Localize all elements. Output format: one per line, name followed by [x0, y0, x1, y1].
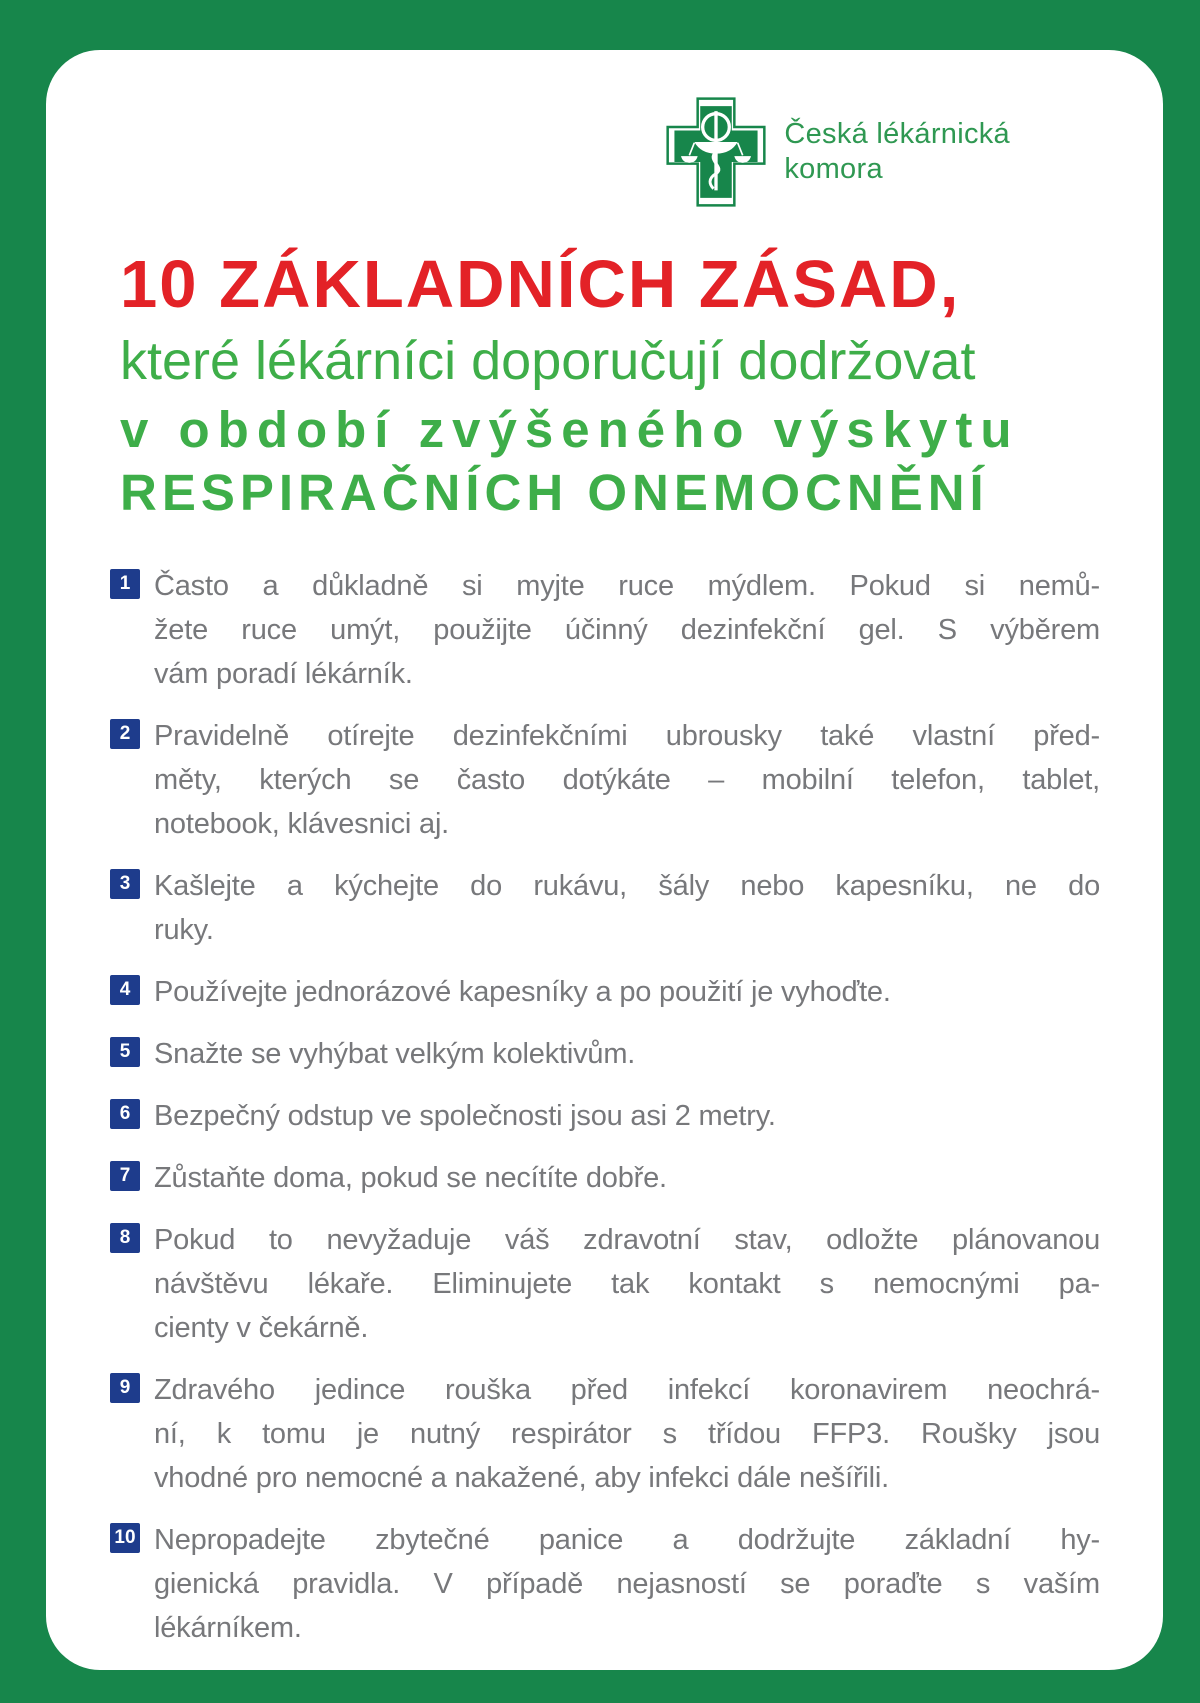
list-item: [110, 970, 1100, 1014]
item-text-line: vhodné pro nemocné a nakažené, aby infekci dále nešířili.: [154, 1462, 890, 1494]
item-text-line: žete ruce umýt, použijte účinný dezinfekční gel. S výběrem: [154, 614, 1100, 646]
item-number-badge: 6: [110, 1099, 140, 1129]
poster-sheet: [46, 50, 1163, 1670]
org-name-line1: Česká lékárnická: [784, 118, 1010, 150]
main-heading: 10 ZÁKLADNÍCH ZÁSAD,: [120, 247, 961, 322]
org-name: [784, 117, 1010, 187]
item-text: [154, 564, 1100, 696]
subtitle-line2: v období zvýšeného výskytu: [120, 401, 1020, 458]
item-text-line: cienty v čekárně.: [154, 1312, 369, 1344]
item-number-badge: 10: [110, 1523, 140, 1553]
list-item: [110, 1218, 1100, 1350]
title-block: [120, 248, 1102, 522]
clk-logo: [666, 96, 1010, 208]
item-text-line: notebook, klávesnici aj.: [154, 808, 450, 840]
subtitle-line1: které lékárníci doporučují dodržovat: [120, 331, 976, 391]
item-text: [154, 1094, 1100, 1138]
list-item: [110, 1156, 1100, 1200]
item-text: [154, 864, 1100, 952]
subtitle-line3: RESPIRAČNÍCH ONEMOCNĚNÍ: [120, 464, 989, 521]
item-number-badge: 7: [110, 1161, 140, 1191]
org-name-line2: komora: [784, 153, 883, 185]
item-text-line: Zdravého jedince rouška před infekcí koronavirem neochrá-: [154, 1374, 1100, 1406]
item-text-line: Zůstaňte doma, pokud se necítíte dobře.: [154, 1162, 667, 1194]
item-text-line: ruky.: [154, 914, 214, 946]
item-text-line: gienická pravidla. V případě nejasností se poraďte s vaším: [154, 1568, 1100, 1600]
item-text-line: Pokud to nevyžaduje váš zdravotní stav, odložte plánovanou: [154, 1224, 1100, 1256]
item-number-badge: 9: [110, 1373, 140, 1403]
item-text: [154, 1156, 1100, 1200]
item-text-line: měty, kterých se často dotýkáte – mobilní telefon, tablet,: [154, 764, 1100, 796]
item-text-line: Kašlejte a kýchejte do rukávu, šály nebo kapesníku, ne do: [154, 870, 1100, 902]
item-number-badge: 8: [110, 1223, 140, 1253]
item-text-line: Pravidelně otírejte dezinfekčními ubrousky také vlastní před-: [154, 720, 1100, 752]
item-text: [154, 1032, 1100, 1076]
item-text-line: Často a důkladně si myjte ruce mýdlem. Pokud si nemů-: [154, 570, 1100, 602]
list-item: [110, 1368, 1100, 1500]
item-text-line: Používejte jednorázové kapesníky a po použití je vyhoďte.: [154, 976, 891, 1008]
item-text: [154, 1368, 1100, 1500]
list-item: [110, 1032, 1100, 1076]
item-text-line: vám poradí lékárník.: [154, 658, 413, 690]
list-item: [110, 864, 1100, 952]
item-text: [154, 1518, 1100, 1650]
item-number-badge: 2: [110, 719, 140, 749]
item-text-line: Nepropadejte zbytečné panice a dodržujte základní hy-: [154, 1524, 1100, 1556]
item-text-line: Bezpečný odstup ve společnosti jsou asi 2 metry.: [154, 1100, 776, 1132]
green-cross-bowl-of-hygieia-icon: [666, 96, 766, 208]
list-item: [110, 564, 1100, 696]
item-text-line: Snažte se vyhýbat velkým kolektivům.: [154, 1038, 636, 1070]
list-item: [110, 1518, 1100, 1650]
item-text-line: návštěvu lékaře. Eliminujete tak kontakt s nemocnými pa-: [154, 1268, 1100, 1300]
list-item: [110, 714, 1100, 846]
list-item: [110, 1094, 1100, 1138]
item-number-badge: 1: [110, 569, 140, 599]
principles-list: [110, 564, 1100, 1650]
item-text-line: ní, k tomu je nutný respirátor s třídou FFP3. Roušky jsou: [154, 1418, 1100, 1450]
item-text-line: lékárníkem.: [154, 1612, 302, 1644]
item-text: [154, 1218, 1100, 1350]
item-text: [154, 970, 1100, 1014]
item-number-badge: 4: [110, 975, 140, 1005]
item-number-badge: 5: [110, 1037, 140, 1067]
item-text: [154, 714, 1100, 846]
item-number-badge: 3: [110, 869, 140, 899]
